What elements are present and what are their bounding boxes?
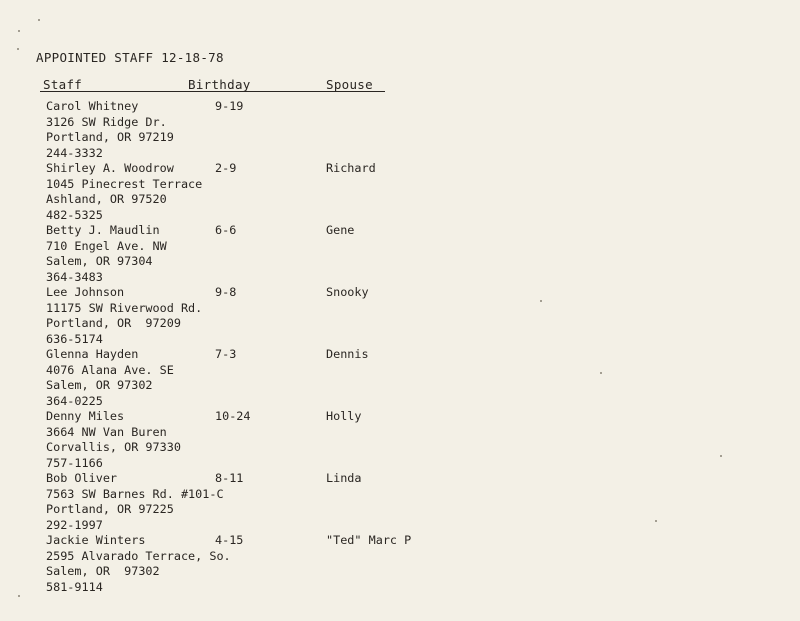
staff-birthday: 4-15 (215, 533, 244, 547)
paper-speck (18, 595, 20, 597)
staff-entry (46, 223, 167, 285)
paper-speck (17, 48, 19, 50)
staff-phone: 364-0225 (46, 393, 103, 408)
staff-address-line1: 4076 Alana Ave. SE (46, 362, 174, 377)
staff-address-line1: 3126 SW Ridge Dr. (46, 114, 167, 129)
staff-phone: 581-9114 (46, 579, 103, 594)
staff-address-line2: Portland, OR 97209 (46, 316, 181, 330)
paper-speck (38, 19, 40, 21)
staff-address-line1: 3664 NW Van Buren (46, 424, 167, 439)
staff-entry (46, 285, 202, 347)
staff-address-line2: Salem, OR 97302 (46, 378, 153, 392)
staff-entry (46, 161, 202, 223)
staff-address-line2: Salem, OR 97302 (46, 564, 160, 578)
birthday-column-header: Birthday (188, 77, 251, 92)
staff-address-line2: Portland, OR 97219 (46, 130, 174, 144)
header-underline (40, 91, 385, 92)
staff-spouse: Gene (326, 223, 355, 237)
staff-spouse: Linda (326, 471, 362, 485)
staff-column-header: Staff (43, 77, 83, 92)
staff-entry (46, 347, 174, 409)
staff-address-line2: Ashland, OR 97520 (46, 192, 167, 206)
staff-name: Betty J. Maudlin (46, 223, 160, 237)
staff-phone: 636-5174 (46, 331, 103, 346)
staff-birthday: 6-6 (215, 223, 237, 237)
staff-address-line2: Portland, OR 97225 (46, 502, 174, 516)
paper-speck (720, 455, 722, 457)
staff-birthday: 7-3 (215, 347, 237, 361)
staff-address-line1: 11175 SW Riverwood Rd. (46, 300, 203, 315)
staff-birthday: 8-11 (215, 471, 244, 485)
staff-address-line1: 710 Engel Ave. NW (46, 238, 167, 253)
staff-address-line2: Corvallis, OR 97330 (46, 440, 181, 454)
staff-entry (46, 99, 174, 161)
staff-phone: 292-1997 (46, 517, 103, 532)
paper-speck (655, 520, 657, 522)
staff-entry (46, 471, 224, 533)
staff-phone: 757-1166 (46, 455, 103, 470)
staff-birthday: 9-8 (215, 285, 237, 299)
staff-name: Lee Johnson (46, 285, 125, 299)
staff-birthday: 2-9 (215, 161, 237, 175)
paper-speck (600, 372, 602, 374)
staff-name: Denny Miles (46, 409, 125, 423)
paper-speck (540, 300, 542, 302)
staff-address-line1: 2595 Alvarado Terrace, So. (46, 548, 231, 563)
paper-speck (18, 30, 20, 32)
staff-spouse: Richard (326, 161, 376, 175)
staff-name: Bob Oliver (46, 471, 118, 485)
staff-name: Glenna Hayden (46, 347, 139, 361)
staff-spouse: Snooky (326, 285, 369, 299)
staff-phone: 364-3483 (46, 269, 103, 284)
staff-entry (46, 409, 181, 471)
spouse-column-header: Spouse (326, 77, 373, 92)
staff-address-line1: 7563 SW Barnes Rd. #101-C (46, 486, 224, 501)
staff-name: Carol Whitney (46, 99, 139, 113)
staff-spouse: Holly (326, 409, 362, 423)
staff-birthday: 10-24 (215, 409, 251, 423)
staff-spouse: "Ted" Marc P (326, 533, 412, 547)
staff-name: Jackie Winters (46, 533, 146, 547)
document-title: APPOINTED STAFF 12-18-78 (36, 50, 224, 65)
staff-spouse: Dennis (326, 347, 369, 361)
staff-phone: 482-5325 (46, 207, 103, 222)
staff-birthday: 9-19 (215, 99, 244, 113)
staff-address-line2: Salem, OR 97304 (46, 254, 153, 268)
staff-entry (46, 533, 231, 595)
staff-address-line1: 1045 Pinecrest Terrace (46, 176, 203, 191)
staff-phone: 244-3332 (46, 145, 103, 160)
staff-name: Shirley A. Woodrow (46, 161, 174, 175)
